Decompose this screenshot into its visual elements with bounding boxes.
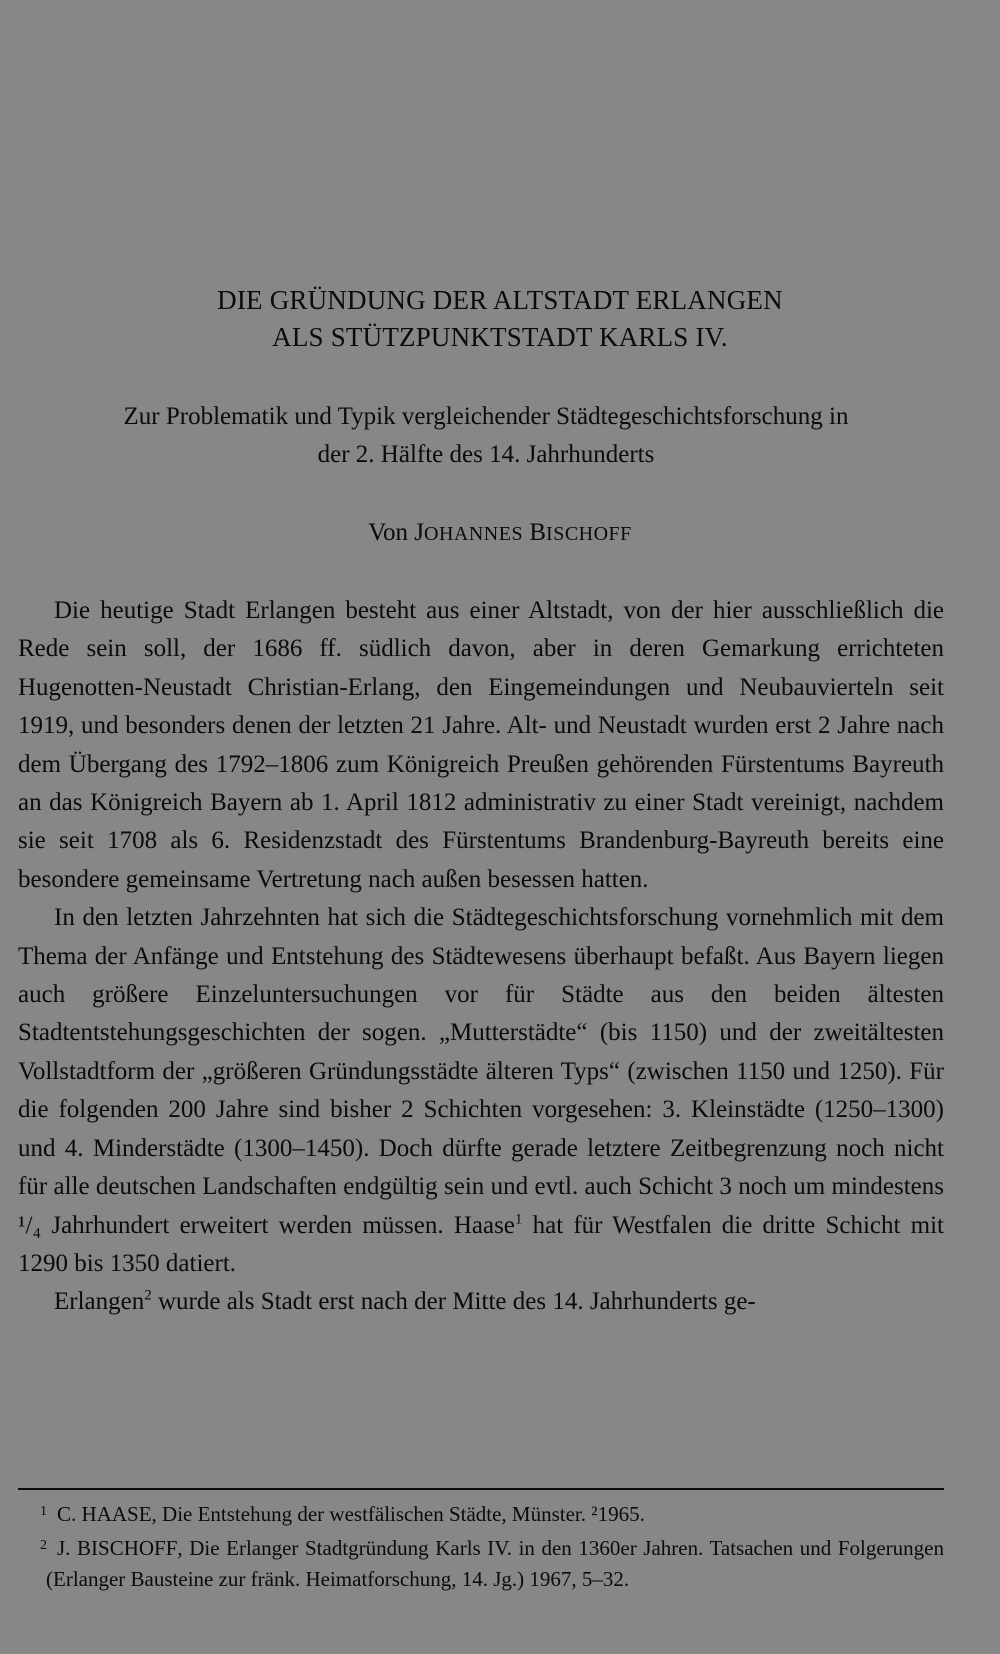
title-line-2: ALS STÜTZPUNKTSTADT KARLS IV. <box>272 322 728 352</box>
footnotes <box>18 1496 944 1595</box>
footnote-2-author-initial: J. B <box>57 1536 92 1560</box>
footnote-1-text: , Die Entstehung der westfälischen Städte, Münster. ²1965. <box>151 1502 645 1526</box>
paragraph-3-text-b: wurde als Stadt erst nach der Mitte des 14. Jahrhunderts ge- <box>151 1288 756 1316</box>
body-text <box>18 592 944 1322</box>
footnote-1-number: 1 <box>40 1504 47 1519</box>
footnote-divider <box>18 1488 944 1490</box>
footnote-ref-2[interactable]: 2 <box>144 1287 152 1304</box>
author-prefix: Von <box>368 519 415 546</box>
footnote-ref-1[interactable]: 1 <box>514 1211 523 1228</box>
footnote-1 <box>18 1496 944 1530</box>
subtitle-line-1: Zur Problematik und Typik vergleichender Städtegeschichtsforschung in <box>123 403 849 430</box>
paragraph-1: Die heutige Stadt Erlangen besteht aus einer Altstadt, von der hier ausschließlich die Rede sein soll, der 1686 ff. südlich davon, aber in deren Gemarkung errichteten Hugenotten-Neustadt Christian-Erlang, den Eingemeindungen und Neubauvierteln seit 1919, und besonders denen der letzten 21 Jahre. Alt- und Neustadt wurden erst 2 Jahre nach dem Übergang des 1792–1806 zum Königreich Preußen gehörenden Fürstentums Bayreuth an das Königreich Bayern ab 1. April 1812 administrativ zu einer Stadt vereinigt, nachdem sie seit 1708 als 6. Residenzstadt des Fürstentums Brandenburg-Bayreuth bereits eine besondere gemeinsame Vertretung nach außen besessen hatten. <box>18 597 944 893</box>
author-first-initial: J <box>414 519 425 546</box>
article-title <box>0 282 1000 356</box>
subtitle-line-2: der 2. Hälfte des 14. Jahrhunderts <box>317 441 655 468</box>
paragraph-2-text-a: In den letzten Jahrzehnten hat sich die Städtegeschichtsforschung vornehmlich mit dem Thema der Anfänge und Entstehung des Städtewesens überhaupt befaßt. Aus Bayern liegen auch größere Einzeluntersuchungen vor für Städte aus den beiden ältesten Stadtentstehungsgeschichten der sogen. „Mutterstädte“ (bis 1150) und der zweitältesten Vollstadtform der „größeren Gründungsstädte älteren Typs“ (zwischen 1150 und 1250). Für die folgenden 200 Jahre sind bisher 2 Schichten vorgesehen: 3. Kleinstädte (1250–1300) und 4. Minderstädte (1300–1450). Doch dürfte gerade letztere Zeitbegrenzung noch nicht für alle deutschen Landschaften endgültig sein und evtl. auch Schicht 3 noch um mindestens ¹/₄ Jahrhundert erweitert werden müssen. Haase <box>18 904 944 1239</box>
footnote-2-number: 2 <box>40 1538 47 1553</box>
footnote-2 <box>18 1530 944 1595</box>
paragraph-3 <box>18 1283 944 1321</box>
footnote-2-author-rest: ISCHOFF <box>91 1536 178 1560</box>
author-byline <box>0 516 1000 551</box>
article-subtitle <box>18 398 954 474</box>
author-last-initial: B <box>529 519 547 546</box>
paragraph-3-text-a: Erlangen <box>54 1288 145 1316</box>
paragraph-2-text-b: hat für Westfalen die dritte Schicht mit 1290 bis 1350 datiert. <box>18 1211 944 1277</box>
footnote-1-author-rest: AASE <box>96 1502 152 1526</box>
author-first-rest: OHANNES <box>424 523 524 545</box>
footnote-2-text: , Die Erlanger Stadtgründung Karls IV. in den 1360er Jahren. Tatsachen und Folgerungen (Erlanger Bausteine zur fränk. Heimatforschung, 14. Jg.) 1967, 5–32. <box>46 1536 944 1591</box>
footnote-1-author-initial: C. H <box>57 1502 97 1526</box>
title-line-1: DIE GRÜNDUNG DER ALTSTADT ERLANGEN <box>217 285 783 315</box>
paragraph-2 <box>18 899 944 1283</box>
author-last-rest: ISCHOFF <box>546 523 632 545</box>
